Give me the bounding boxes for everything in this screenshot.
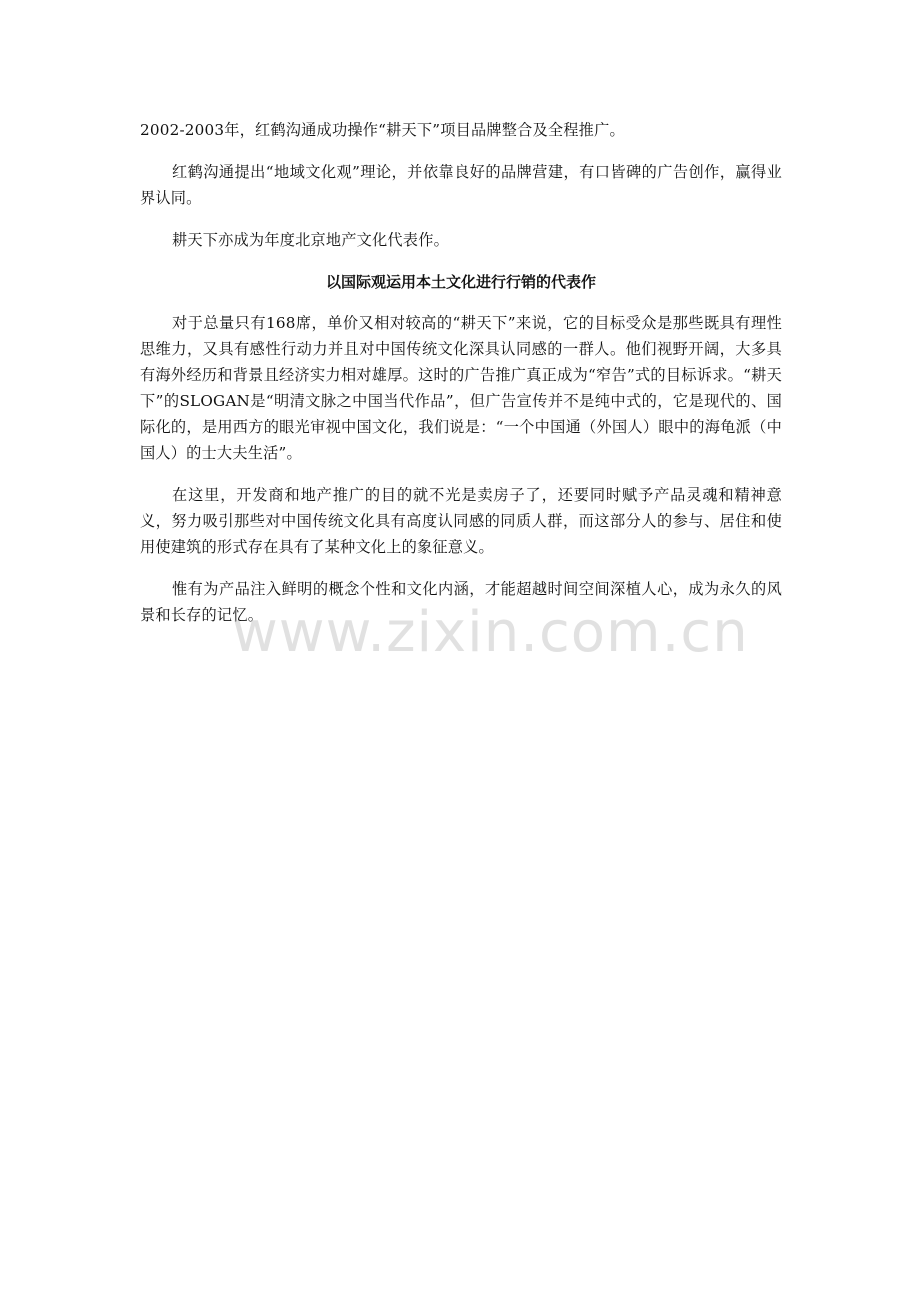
paragraph-conclusion: 惟有为产品注入鲜明的概念个性和文化内涵，才能超越时间空间深植人心，成为永久的风景和长存的记忆。: [140, 580, 782, 624]
paragraph-developer-purpose: 在这里，开发商和地产推广的目的就不光是卖房子了，还要同时赋予产品灵魂和精神意义，努力吸引那些对中国传统文化具有高度认同感的同质人群，而这部分人的参与、居住和使用使建筑的形式存在具有了某种文化上的象征意义。: [140, 486, 782, 556]
watermark: www.zixin.com.cn: [232, 600, 749, 665]
paragraph-theory: 红鹤沟通提出“地域文化观”理论，并依靠良好的品牌营建，有口皆碑的广告创作，赢得业界认同。: [140, 163, 782, 207]
section-heading: 以国际观运用本土文化进行行销的代表作: [325, 273, 596, 291]
paragraph-target-audience: 对于总量只有168席，单价又相对较高的“耕天下”来说，它的目标受众是那些既具有理性思维力，又具有感性行动力并且对中国传统文化深具认同感的一群人。他们视野开阔，大多具有海外经历和背景且经济实力相对雄厚。这时的广告推广真正成为“窄告”式的目标诉求。“耕天下”的SLOGAN是“明清文脉之中国当代作品”，但广告宣传并不是纯中式的，它是现代的、国际化的，是用西方的眼光审视中国文化，我们说是：“一个中国通（外国人）眼中的海龟派（中国人）的士大夫生活”。: [140, 314, 782, 462]
paragraph-intro: 2002-2003年，红鹤沟通成功操作“耕天下”项目品牌整合及全程推广。: [140, 121, 625, 139]
document-body: [140, 117, 782, 628]
paragraph-representative: 耕天下亦成为年度北京地产文化代表作。: [172, 231, 449, 249]
